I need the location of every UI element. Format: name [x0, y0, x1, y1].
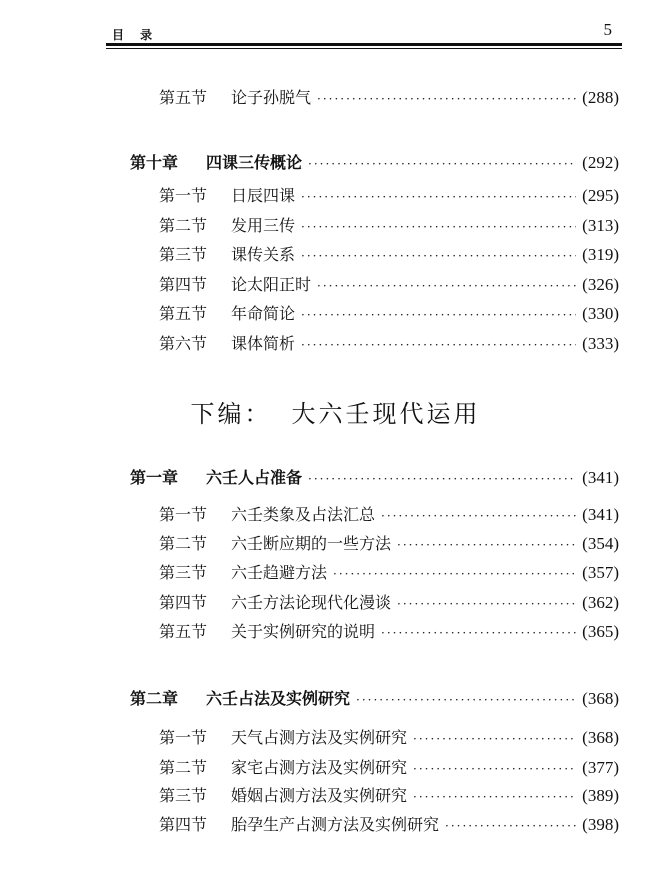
toc-chapter-entry [130, 689, 619, 710]
entry-title: 六壬人占准备 [206, 468, 303, 487]
toc-chapter-entry [130, 153, 619, 174]
toc-section-entry [159, 622, 619, 643]
toc-section-entry [159, 563, 619, 584]
toc-section-entry [159, 815, 619, 836]
entry-title: 六壬方法论现代化漫谈 [231, 593, 392, 612]
toc-section-entry [159, 334, 619, 355]
entry-title: 课传关系 [231, 245, 296, 264]
entry-page: (365) [582, 622, 619, 641]
toc-section-entry [159, 593, 619, 614]
toc-section-entry [159, 216, 619, 237]
dot-leader [356, 690, 576, 710]
entry-title: 发用三传 [231, 216, 296, 235]
entry-number: 第二节 [159, 216, 208, 235]
dot-leader [308, 469, 576, 489]
entry-title: 胎孕生产占测方法及实例研究 [231, 815, 440, 834]
entry-number: 第五节 [159, 304, 208, 323]
entry-number: 第十章 [130, 153, 179, 172]
dot-leader [413, 759, 576, 779]
entry-title: 六壬断应期的一些方法 [231, 534, 392, 553]
dot-leader [381, 623, 576, 643]
entry-number: 第二章 [130, 689, 179, 708]
entry-number: 第五节 [159, 622, 208, 641]
entry-page: (357) [582, 563, 619, 582]
entry-title: 六壬趋避方法 [231, 563, 328, 582]
entry-number: 第三节 [159, 563, 208, 582]
dot-leader [317, 89, 576, 109]
entry-number: 第六节 [159, 334, 208, 353]
entry-page: (313) [582, 216, 619, 235]
dot-leader [445, 816, 576, 836]
dot-leader [381, 506, 576, 526]
entry-number: 第一节 [159, 186, 208, 205]
dot-leader [317, 276, 576, 296]
entry-number: 第三节 [159, 245, 208, 264]
entry-title: 天气占测方法及实例研究 [231, 728, 408, 747]
part-heading [0, 394, 671, 429]
entry-number: 第一章 [130, 468, 179, 487]
entry-number: 第四节 [159, 593, 208, 612]
entry-title: 六壬占法及实例研究 [206, 689, 351, 708]
entry-number: 第四节 [159, 275, 208, 294]
entry-title: 四课三传概论 [206, 153, 303, 172]
entry-title: 论子孙脱气 [231, 88, 312, 107]
entry-page: (368) [582, 689, 619, 708]
dot-leader [333, 564, 576, 584]
toc-section-entry [159, 186, 619, 207]
entry-page: (377) [582, 758, 619, 777]
dot-leader [301, 305, 576, 325]
entry-page: (389) [582, 786, 619, 805]
entry-number: 第四节 [159, 815, 208, 834]
toc-section-entry [159, 534, 619, 555]
entry-page: (368) [582, 728, 619, 747]
toc-section-entry [159, 304, 619, 325]
entry-title: 论太阳正时 [231, 275, 312, 294]
dot-leader [397, 535, 576, 555]
entry-page: (288) [582, 88, 619, 107]
entry-page: (333) [582, 334, 619, 353]
part-heading-label: 下编： [190, 400, 272, 428]
dot-leader [301, 246, 576, 266]
entry-title: 家宅占测方法及实例研究 [231, 758, 408, 777]
header-rule-thick [106, 43, 622, 46]
dot-leader [413, 729, 576, 749]
dot-leader [301, 217, 576, 237]
toc-section-entry [159, 88, 619, 109]
entry-title: 关于实例研究的说明 [231, 622, 376, 641]
entry-title: 年命简论 [231, 304, 296, 323]
entry-number: 第二节 [159, 534, 208, 553]
toc-section-entry [159, 505, 619, 526]
entry-page: (326) [582, 275, 619, 294]
dot-leader [301, 187, 576, 207]
dot-leader [397, 594, 576, 614]
entry-page: (330) [582, 304, 619, 323]
entry-title: 六壬类象及占法汇总 [231, 505, 376, 524]
header-rule-thin [106, 48, 622, 49]
toc-chapter-entry [130, 468, 619, 489]
toc-section-entry [159, 758, 619, 779]
entry-page: (292) [582, 153, 619, 172]
entry-page: (341) [582, 505, 619, 524]
dot-leader [308, 154, 576, 174]
toc-section-entry [159, 786, 619, 807]
entry-page: (295) [582, 186, 619, 205]
entry-number: 第五节 [159, 88, 208, 107]
entry-number: 第一节 [159, 728, 208, 747]
toc-section-entry [159, 728, 619, 749]
dot-leader [301, 335, 576, 355]
dot-leader [413, 787, 576, 807]
entry-title: 婚姻占测方法及实例研究 [231, 786, 408, 805]
entry-page: (362) [582, 593, 619, 612]
entry-number: 第一节 [159, 505, 208, 524]
part-heading-title: 大六壬现代运用 [291, 400, 481, 428]
entry-title: 日辰四课 [231, 186, 296, 205]
entry-title: 课体简析 [231, 334, 296, 353]
running-header-title: 目 录 [112, 28, 159, 42]
entry-number: 第三节 [159, 786, 208, 805]
toc-section-entry [159, 275, 619, 296]
entry-number: 第二节 [159, 758, 208, 777]
entry-page: (398) [582, 815, 619, 834]
toc-section-entry [159, 245, 619, 266]
page-number: 5 [603, 20, 612, 39]
entry-page: (341) [582, 468, 619, 487]
entry-page: (354) [582, 534, 619, 553]
entry-page: (319) [582, 245, 619, 264]
page-header [106, 20, 622, 50]
